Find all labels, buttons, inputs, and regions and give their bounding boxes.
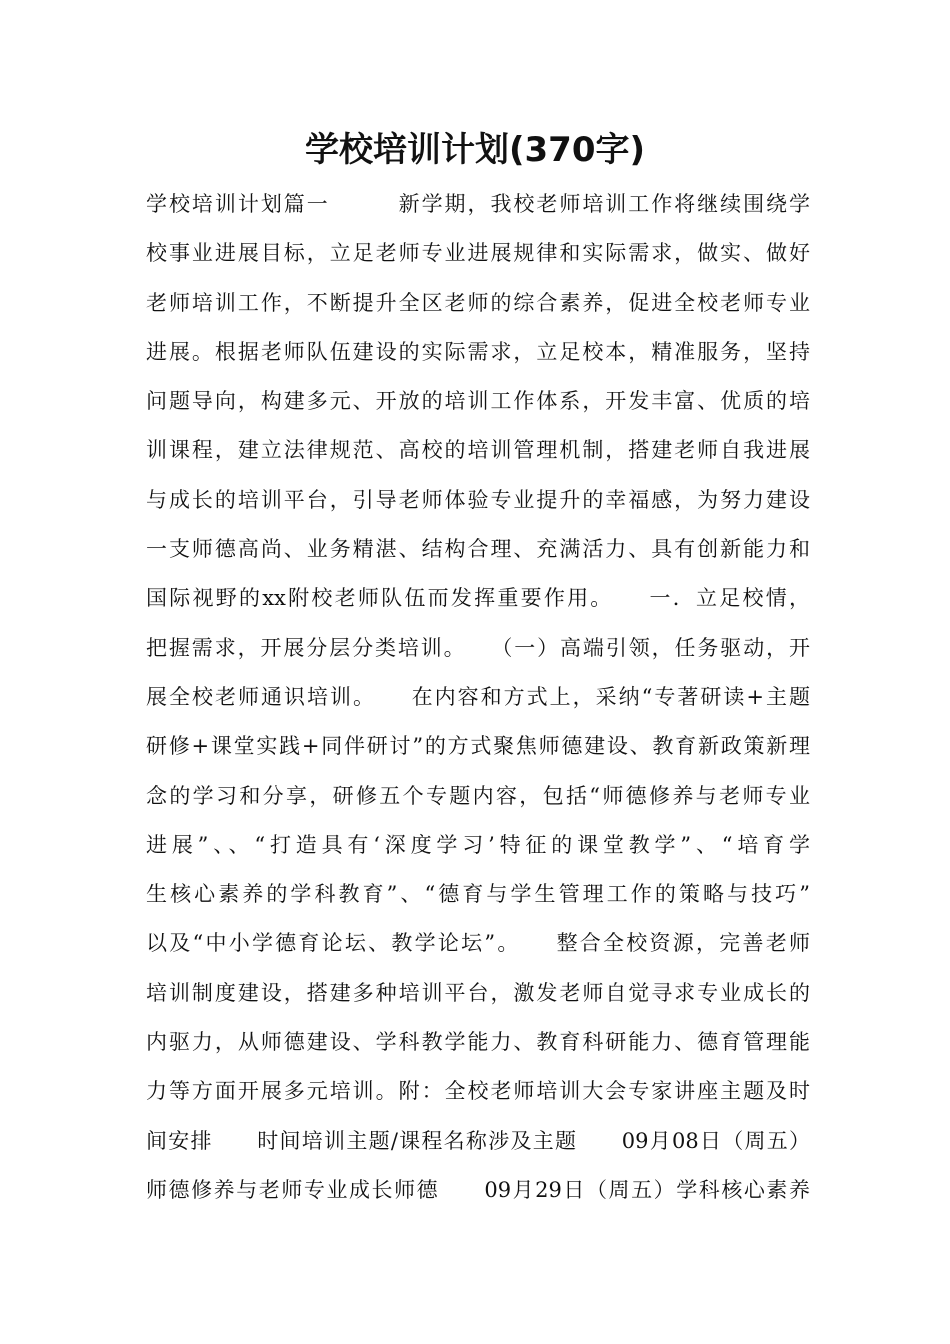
- text-line: 把握需求，开展分层分类培训。 （一）高端引领，任务驱动，开: [146, 635, 810, 660]
- text-line: 研修+课堂实践+同伴研讨”的方式聚焦师德建设、教育新政策新理: [146, 734, 810, 759]
- text-line: 问题导向，构建多元、开放的培训工作体系，开发丰富、优质的培: [146, 389, 810, 414]
- text-line: 与成长的培训平台，引导老师体验专业提升的幸福感，为努力建设: [146, 487, 810, 512]
- text-line: 国际视野的xx附校老师队伍而发挥重要作用。 一．立足校情，: [146, 586, 810, 611]
- text-line: 训课程，建立法律规范、高校的培训管理机制，搭建老师自我进展: [146, 438, 810, 463]
- document-body: [146, 180, 810, 1215]
- text-line: 进展。根据老师队伍建设的实际需求，立足校本，精准服务，坚持: [146, 339, 810, 364]
- text-line: 展全校老师通识培训。 在内容和方式上，采纳“专著研读+主题: [146, 684, 810, 709]
- text-line: 培训制度建设，搭建多种培训平台，激发老师自觉寻求专业成长的: [146, 980, 810, 1005]
- text-line: 念的学习和分享，研修五个专题内容，包括“师德修养与老师专业: [146, 783, 810, 808]
- text-line: 力等方面开展多元培训。附：全校老师培训大会专家讲座主题及时: [146, 1079, 810, 1104]
- text-line: 老师培训工作，不断提升全区老师的综合素养，促进全校老师专业: [146, 290, 810, 315]
- text-line: 校事业进展目标，立足老师专业进展规律和实际需求，做实、做好: [146, 241, 810, 266]
- text-line: 进展”、、“打造具有‘深度学习’特征的课堂教学”、“培育学: [146, 832, 810, 857]
- text-line: 间安排 时间培训主题/课程名称涉及主题 09月08日（周五）: [146, 1128, 810, 1153]
- text-line: 一支师德高尚、业务精湛、结构合理、充满活力、具有创新能力和: [146, 537, 810, 562]
- document-title: 学校培训计划(370字): [304, 130, 646, 170]
- text-line: 内驱力，从师德建设、学科教学能力、教育科研能力、德育管理能: [146, 1030, 810, 1055]
- text-line: 以及“中小学德育论坛、教学论坛”。 整合全校资源，完善老师: [146, 931, 810, 956]
- text-line: 生核心素养的学科教育”、“德育与学生管理工作的策略与技巧”: [146, 882, 810, 907]
- text-line: 学校培训计划篇一 新学期，我校老师培训工作将继续围绕学: [146, 192, 810, 216]
- text-line: 师德修养与老师专业成长师德 09月29日（周五）学科核心素养: [146, 1177, 810, 1202]
